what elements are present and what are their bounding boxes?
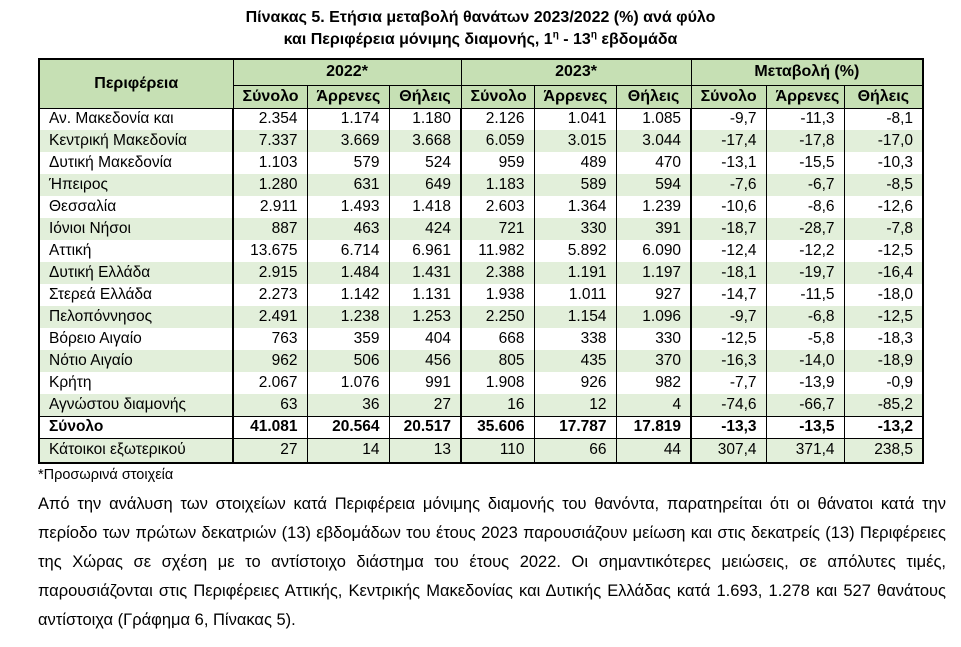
- value-cell: 805: [461, 350, 534, 372]
- value-cell: 5.892: [534, 240, 616, 262]
- value-cell: 1.238: [307, 306, 389, 328]
- value-cell: -15,5: [766, 152, 844, 174]
- region-cell: Ιόνιοι Νήσοι: [39, 218, 233, 240]
- value-cell: 1.174: [307, 108, 389, 130]
- value-cell: 6.961: [389, 240, 461, 262]
- table-row: [39, 306, 923, 328]
- value-cell: -16,3: [691, 350, 766, 372]
- value-cell: -10,6: [691, 196, 766, 218]
- region-cell: Θεσσαλία: [39, 196, 233, 218]
- region-cell: Πελοπόννησος: [39, 306, 233, 328]
- value-cell: 371,4: [766, 438, 844, 463]
- value-cell: 41.081: [233, 416, 307, 438]
- value-cell: -14,0: [766, 350, 844, 372]
- column-header-females-change: Θήλεις: [844, 85, 923, 108]
- value-cell: -66,7: [766, 394, 844, 416]
- value-cell: -8,6: [766, 196, 844, 218]
- value-cell: 1.239: [616, 196, 691, 218]
- value-cell: 1.253: [389, 306, 461, 328]
- title-line2-mid: - 13: [558, 31, 591, 48]
- column-header-males-2022: Άρρενες: [307, 85, 389, 108]
- value-cell: 1.085: [616, 108, 691, 130]
- value-cell: -28,7: [766, 218, 844, 240]
- value-cell: -9,7: [691, 306, 766, 328]
- value-cell: 3.044: [616, 130, 691, 152]
- value-cell: 1.418: [389, 196, 461, 218]
- value-cell: -13,1: [691, 152, 766, 174]
- value-cell: 6.059: [461, 130, 534, 152]
- value-cell: 589: [534, 174, 616, 196]
- value-cell: 338: [534, 328, 616, 350]
- value-cell: 7.337: [233, 130, 307, 152]
- table-header: [39, 59, 923, 108]
- value-cell: 649: [389, 174, 461, 196]
- value-cell: 36: [307, 394, 389, 416]
- value-cell: 307,4: [691, 438, 766, 463]
- value-cell: -13,3: [691, 416, 766, 438]
- value-cell: 959: [461, 152, 534, 174]
- column-header-males-change: Άρρενες: [766, 85, 844, 108]
- value-cell: 27: [233, 438, 307, 463]
- table-row: [39, 174, 923, 196]
- value-cell: 1.154: [534, 306, 616, 328]
- value-cell: -18,3: [844, 328, 923, 350]
- table-title: [0, 0, 961, 51]
- region-cell: Κρήτη: [39, 372, 233, 394]
- value-cell: 721: [461, 218, 534, 240]
- value-cell: -17,8: [766, 130, 844, 152]
- value-cell: 13.675: [233, 240, 307, 262]
- value-cell: 456: [389, 350, 461, 372]
- value-cell: 3.668: [389, 130, 461, 152]
- analysis-paragraph: Από την ανάλυση των στοιχείων κατά Περιφέρεια μόνιμης διαμονής του θανόντα, παρατηρείται ότι οι θάνατοι κατά την περίοδο των πρώτων δεκατριών (13) εβδομάδων του έτους 2023 παρουσιάζουν μείωση και στις δεκατρείς (13) Περιφέρειες της Χώρας σε σχέση με το αντίστοιχο διάστημα του έτους 2022. Οι σημαντικότερες μειώσεις, σε απόλυτες τιμές, παρουσιάζονται στις Περιφέρειες Αττικής, Κεντρικής Μακεδονίας και Δυτικής Ελλάδας κατά 1.693, 1.278 και 527 θανάτους αντίστοιχα (Γράφημα 6, Πίνακας 5).: [38, 495, 946, 629]
- value-cell: 2.126: [461, 108, 534, 130]
- value-cell: 1.484: [307, 262, 389, 284]
- value-cell: 1.197: [616, 262, 691, 284]
- value-cell: 359: [307, 328, 389, 350]
- column-group-2023: 2023*: [461, 59, 691, 85]
- value-cell: 63: [233, 394, 307, 416]
- table-row: [39, 438, 923, 463]
- value-cell: 424: [389, 218, 461, 240]
- value-cell: 1.131: [389, 284, 461, 306]
- value-cell: 370: [616, 350, 691, 372]
- value-cell: 2.911: [233, 196, 307, 218]
- table-title-line2: [0, 29, 961, 51]
- value-cell: -6,7: [766, 174, 844, 196]
- value-cell: 1.103: [233, 152, 307, 174]
- value-cell: -7,8: [844, 218, 923, 240]
- column-header-total-2022: Σύνολο: [233, 85, 307, 108]
- value-cell: -12,2: [766, 240, 844, 262]
- table-row: [39, 240, 923, 262]
- value-cell: 17.819: [616, 416, 691, 438]
- value-cell: 14: [307, 438, 389, 463]
- value-cell: -13,2: [844, 416, 923, 438]
- title-line2-post: εβδομάδα: [596, 31, 678, 48]
- value-cell: 982: [616, 372, 691, 394]
- value-cell: -16,4: [844, 262, 923, 284]
- value-cell: 1.142: [307, 284, 389, 306]
- value-cell: -12,5: [691, 328, 766, 350]
- column-header-total-2023: Σύνολο: [461, 85, 534, 108]
- table-row: [39, 372, 923, 394]
- region-cell: Αν. Μακεδονία και: [39, 108, 233, 130]
- value-cell: 3.015: [534, 130, 616, 152]
- value-cell: 66: [534, 438, 616, 463]
- value-cell: -14,7: [691, 284, 766, 306]
- title-superscript: η: [552, 29, 559, 41]
- column-header-total-change: Σύνολο: [691, 85, 766, 108]
- value-cell: -8,5: [844, 174, 923, 196]
- value-cell: 20.517: [389, 416, 461, 438]
- value-cell: -13,5: [766, 416, 844, 438]
- value-cell: 6.090: [616, 240, 691, 262]
- value-cell: 1.076: [307, 372, 389, 394]
- value-cell: 35.606: [461, 416, 534, 438]
- region-cell: Δυτική Ελλάδα: [39, 262, 233, 284]
- value-cell: -17,0: [844, 130, 923, 152]
- value-cell: 2.603: [461, 196, 534, 218]
- table-row: [39, 108, 923, 130]
- value-cell: 435: [534, 350, 616, 372]
- column-group-2022: 2022*: [233, 59, 461, 85]
- region-cell: Κάτοικοι εξωτερικού: [39, 438, 233, 463]
- value-cell: 6.714: [307, 240, 389, 262]
- value-cell: 27: [389, 394, 461, 416]
- value-cell: 1.938: [461, 284, 534, 306]
- region-cell: Νότιο Αιγαίο: [39, 350, 233, 372]
- value-cell: 3.669: [307, 130, 389, 152]
- value-cell: 11.982: [461, 240, 534, 262]
- value-cell: -12,5: [844, 306, 923, 328]
- value-cell: -19,7: [766, 262, 844, 284]
- table-row: [39, 152, 923, 174]
- value-cell: 927: [616, 284, 691, 306]
- value-cell: 489: [534, 152, 616, 174]
- region-cell: Αττική: [39, 240, 233, 262]
- region-cell: Δυτική Μακεδονία: [39, 152, 233, 174]
- region-cell: Σύνολο: [39, 416, 233, 438]
- table-row: [39, 394, 923, 416]
- header-group-row: [39, 59, 923, 85]
- value-cell: 2.250: [461, 306, 534, 328]
- region-cell: Αγνώστου διαμονής: [39, 394, 233, 416]
- value-cell: 20.564: [307, 416, 389, 438]
- value-cell: -18,0: [844, 284, 923, 306]
- value-cell: 238,5: [844, 438, 923, 463]
- value-cell: 1.493: [307, 196, 389, 218]
- value-cell: -9,7: [691, 108, 766, 130]
- value-cell: -8,1: [844, 108, 923, 130]
- table-row: [39, 130, 923, 152]
- value-cell: 668: [461, 328, 534, 350]
- value-cell: 2.354: [233, 108, 307, 130]
- region-cell: Κεντρική Μακεδονία: [39, 130, 233, 152]
- value-cell: 763: [233, 328, 307, 350]
- value-cell: -18,9: [844, 350, 923, 372]
- deaths-by-region-table: [38, 58, 924, 464]
- value-cell: 4: [616, 394, 691, 416]
- value-cell: 330: [616, 328, 691, 350]
- value-cell: 887: [233, 218, 307, 240]
- column-header-males-2023: Άρρενες: [534, 85, 616, 108]
- table-row: [39, 416, 923, 438]
- table-row: [39, 350, 923, 372]
- value-cell: 631: [307, 174, 389, 196]
- table-row: [39, 218, 923, 240]
- value-cell: 470: [616, 152, 691, 174]
- table-row: [39, 196, 923, 218]
- value-cell: -18,7: [691, 218, 766, 240]
- value-cell: -0,9: [844, 372, 923, 394]
- value-cell: -10,3: [844, 152, 923, 174]
- title-superscript: η: [590, 29, 597, 41]
- value-cell: -5,8: [766, 328, 844, 350]
- table-title-line1: Πίνακας 5. Ετήσια μεταβολή θανάτων 2023/2022 (%) ανά φύλο: [245, 9, 716, 26]
- value-cell: -12,5: [844, 240, 923, 262]
- value-cell: 1.041: [534, 108, 616, 130]
- value-cell: 962: [233, 350, 307, 372]
- value-cell: 2.915: [233, 262, 307, 284]
- value-cell: -12,4: [691, 240, 766, 262]
- value-cell: -7,7: [691, 372, 766, 394]
- value-cell: 404: [389, 328, 461, 350]
- value-cell: 16: [461, 394, 534, 416]
- value-cell: -6,8: [766, 306, 844, 328]
- value-cell: -7,6: [691, 174, 766, 196]
- title-line2-pre: και Περιφέρεια μόνιμης διαμονής, 1: [283, 31, 553, 48]
- value-cell: 110: [461, 438, 534, 463]
- footnote: *Προσωρινά στοιχεία: [38, 467, 174, 483]
- value-cell: 1.364: [534, 196, 616, 218]
- value-cell: -74,6: [691, 394, 766, 416]
- value-cell: 17.787: [534, 416, 616, 438]
- region-cell: Στερεά Ελλάδα: [39, 284, 233, 306]
- value-cell: 1.180: [389, 108, 461, 130]
- table-body: [39, 108, 923, 463]
- value-cell: 330: [534, 218, 616, 240]
- table-row: [39, 262, 923, 284]
- table-row: [39, 328, 923, 350]
- value-cell: 594: [616, 174, 691, 196]
- value-cell: 2.067: [233, 372, 307, 394]
- region-cell: Ήπειρος: [39, 174, 233, 196]
- value-cell: 2.491: [233, 306, 307, 328]
- value-cell: 991: [389, 372, 461, 394]
- value-cell: -12,6: [844, 196, 923, 218]
- value-cell: 1.908: [461, 372, 534, 394]
- region-cell: Βόρειο Αιγαίο: [39, 328, 233, 350]
- column-group-change: Μεταβολή (%): [691, 59, 923, 85]
- value-cell: 44: [616, 438, 691, 463]
- value-cell: 1.183: [461, 174, 534, 196]
- value-cell: -11,3: [766, 108, 844, 130]
- value-cell: 1.431: [389, 262, 461, 284]
- value-cell: 579: [307, 152, 389, 174]
- value-cell: -85,2: [844, 394, 923, 416]
- value-cell: 524: [389, 152, 461, 174]
- value-cell: 13: [389, 438, 461, 463]
- column-header-region: Περιφέρεια: [39, 59, 233, 108]
- value-cell: 2.388: [461, 262, 534, 284]
- value-cell: 1.280: [233, 174, 307, 196]
- value-cell: 463: [307, 218, 389, 240]
- column-header-females-2023: Θήλεις: [616, 85, 691, 108]
- value-cell: 926: [534, 372, 616, 394]
- value-cell: 12: [534, 394, 616, 416]
- table-row: [39, 284, 923, 306]
- value-cell: 1.096: [616, 306, 691, 328]
- value-cell: 2.273: [233, 284, 307, 306]
- value-cell: -18,1: [691, 262, 766, 284]
- value-cell: 391: [616, 218, 691, 240]
- column-header-females-2022: Θήλεις: [389, 85, 461, 108]
- value-cell: -17,4: [691, 130, 766, 152]
- value-cell: -13,9: [766, 372, 844, 394]
- value-cell: 506: [307, 350, 389, 372]
- value-cell: 1.191: [534, 262, 616, 284]
- value-cell: 1.011: [534, 284, 616, 306]
- value-cell: -11,5: [766, 284, 844, 306]
